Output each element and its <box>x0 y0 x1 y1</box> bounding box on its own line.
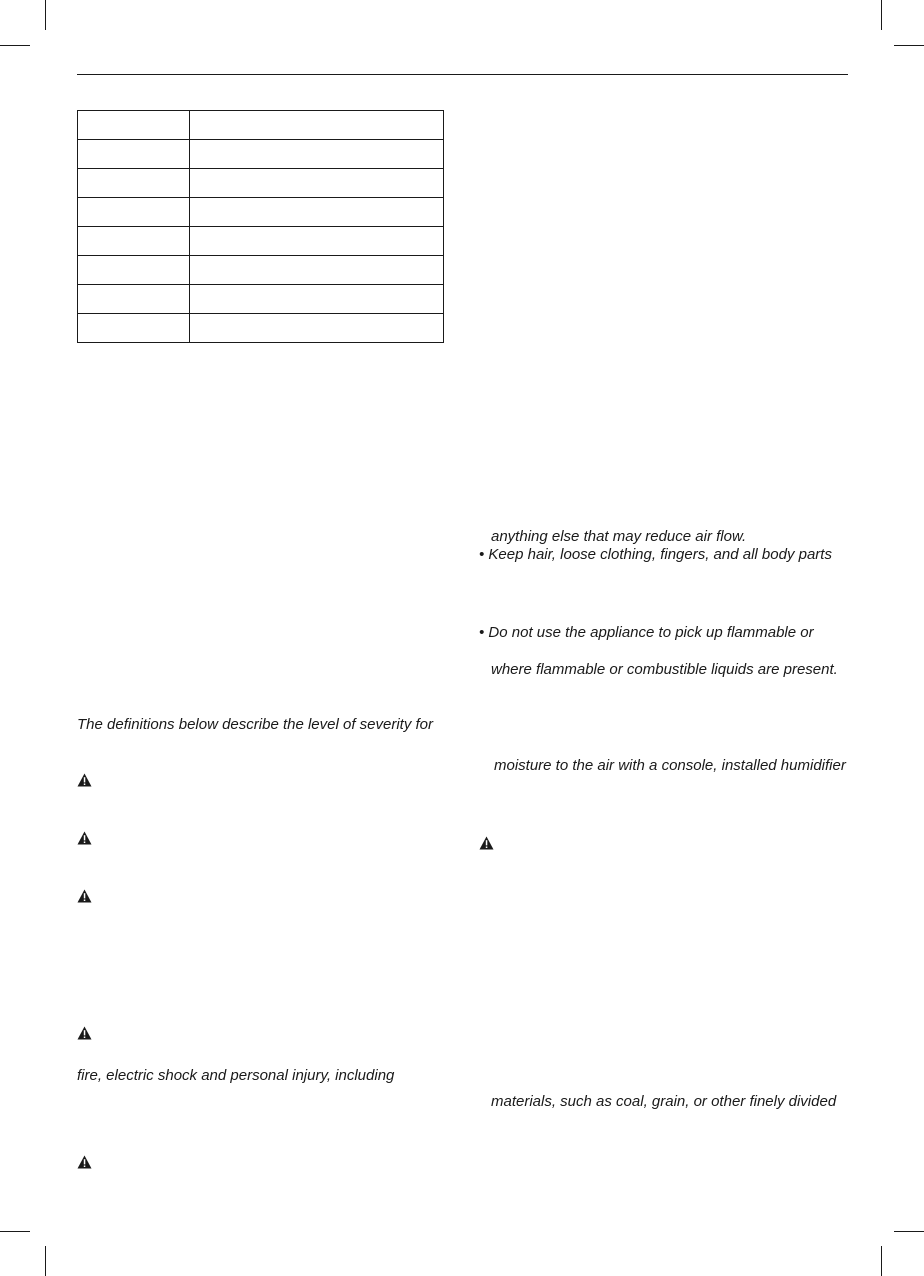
spec-table <box>77 110 444 343</box>
spec-table-row <box>78 140 444 169</box>
crop-mark <box>881 1246 882 1276</box>
spec-table-cell <box>78 227 190 256</box>
spec-table-cell <box>78 140 190 169</box>
spec-table-cell <box>190 285 444 314</box>
crop-mark <box>45 1246 46 1276</box>
crop-mark <box>0 1231 30 1232</box>
spec-table-row <box>78 285 444 314</box>
warning-triangle-icon <box>479 836 494 850</box>
spec-table-cell <box>190 314 444 343</box>
spec-table-row <box>78 111 444 140</box>
flammable-bullet: • Do not use the appliance to pick up flammable or <box>479 624 814 641</box>
spec-table-row <box>78 314 444 343</box>
spec-table-cell <box>78 169 190 198</box>
definitions-intro: The definitions below describe the level of severity for <box>77 716 434 733</box>
spec-table-cell <box>78 256 190 285</box>
body-parts-bullet: • Keep hair, loose clothing, fingers, and all body parts <box>479 546 832 563</box>
spec-table-cell <box>190 256 444 285</box>
airflow-line: anything else that may reduce air flow. <box>491 528 747 545</box>
crop-mark <box>45 0 46 30</box>
fire-shock-injury-line: fire, electric shock and personal injury, including <box>77 1067 395 1084</box>
spec-table-cell <box>190 198 444 227</box>
warning-triangle-icon <box>77 1155 92 1169</box>
crop-mark <box>881 0 882 30</box>
flammable-continuation: where flammable or combustible liquids are present. <box>491 661 838 678</box>
spec-table-cell <box>190 111 444 140</box>
spec-table-cell <box>78 198 190 227</box>
spec-table-row <box>78 227 444 256</box>
warning-triangle-icon <box>77 1026 92 1040</box>
warning-triangle-icon <box>77 831 92 845</box>
warning-triangle-icon <box>77 773 92 787</box>
spec-table-cell <box>190 140 444 169</box>
spec-table-row <box>78 256 444 285</box>
warning-triangle-icon <box>77 889 92 903</box>
spec-table-cell <box>190 169 444 198</box>
humidifier-line: moisture to the air with a console, installed humidifier <box>494 757 846 774</box>
crop-mark <box>0 45 30 46</box>
crop-mark <box>894 1231 924 1232</box>
spec-table-row <box>78 198 444 227</box>
spec-table-cell <box>78 314 190 343</box>
spec-table-cell <box>78 285 190 314</box>
header-rule <box>77 74 848 75</box>
crop-mark <box>894 45 924 46</box>
spec-table-row <box>78 169 444 198</box>
materials-line: materials, such as coal, grain, or other finely divided <box>491 1093 837 1110</box>
spec-table-cell <box>78 111 190 140</box>
spec-table-cell <box>190 227 444 256</box>
